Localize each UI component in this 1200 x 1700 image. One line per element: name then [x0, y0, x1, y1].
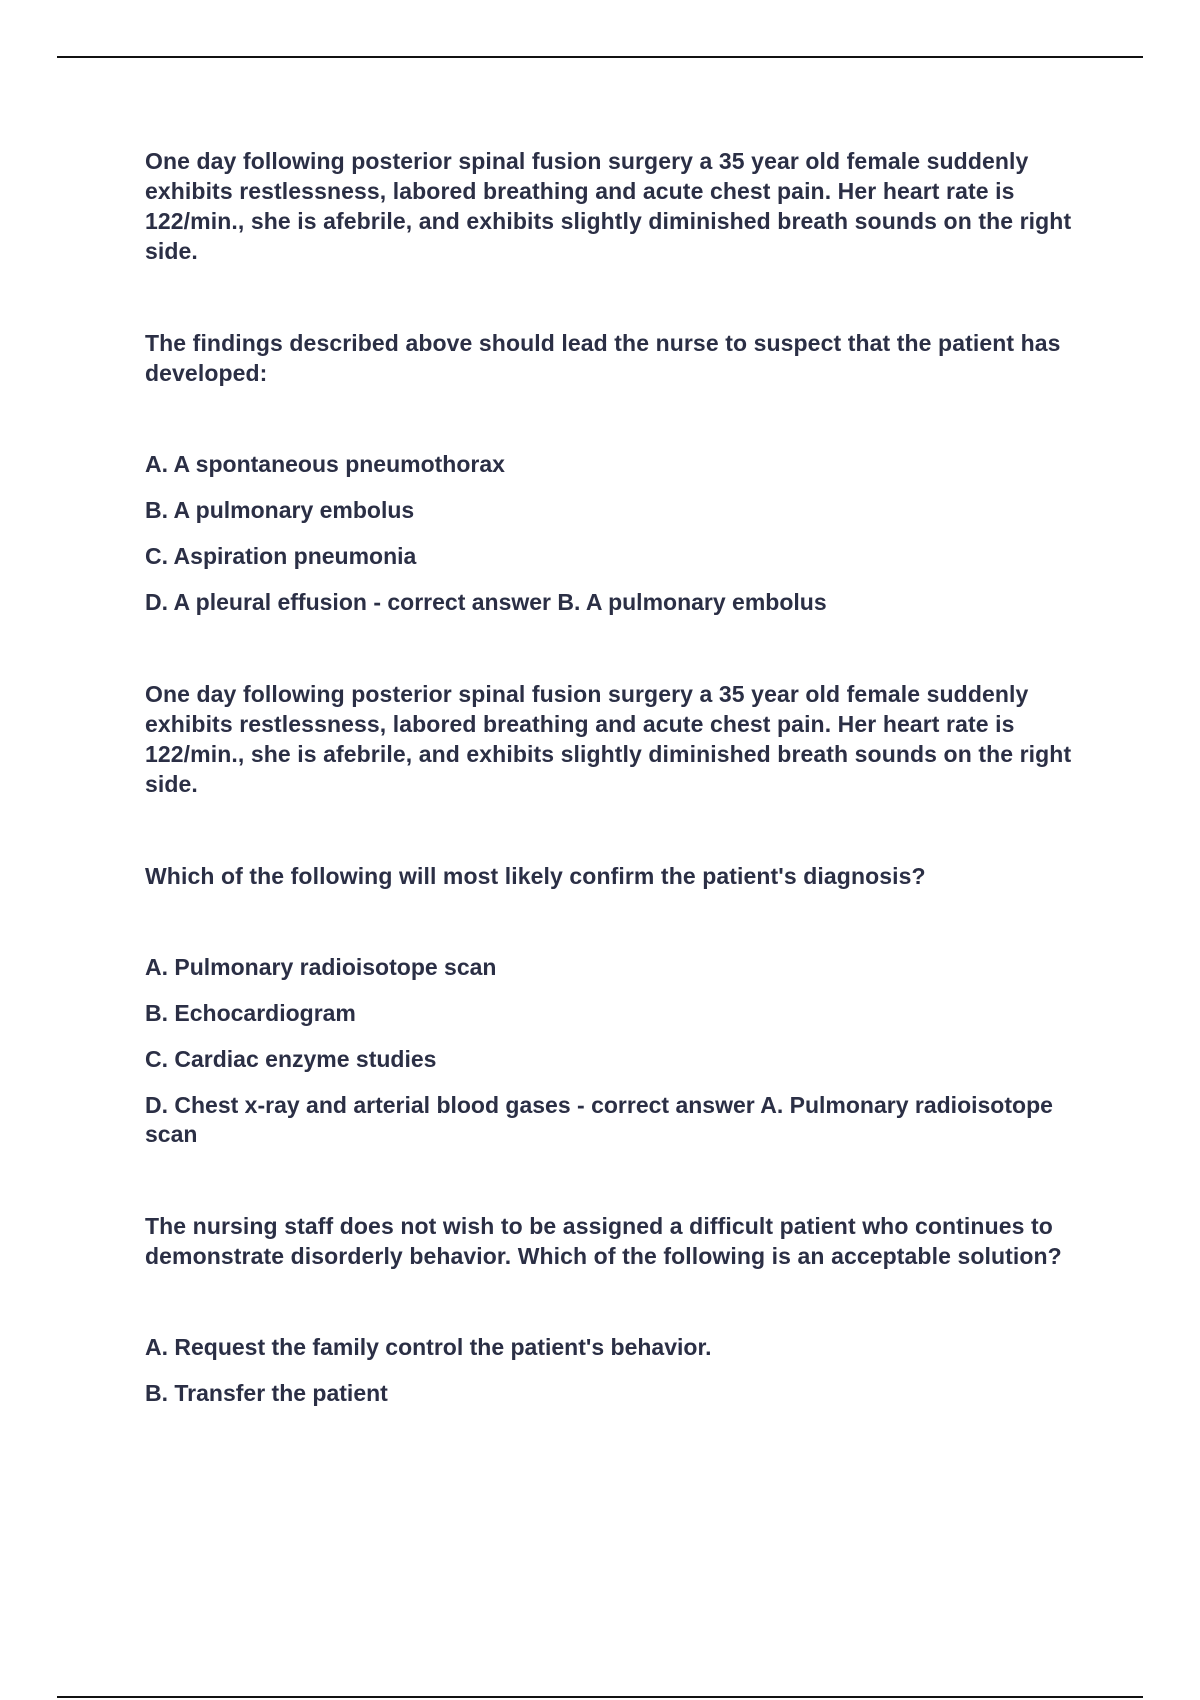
- question-1-options: [145, 450, 1075, 617]
- footer-rule: [57, 1696, 1143, 1698]
- question-1-option-b: B. A pulmonary embolus: [145, 497, 415, 523]
- question-2-option-a: A. Pulmonary radioisotope scan: [145, 954, 497, 980]
- question-1-option-a: A. A spontaneous pneumothorax: [145, 451, 505, 477]
- document-body: [145, 146, 1075, 1408]
- question-3-stem: The nursing staff does not wish to be assigned a difficult patient who continues to demonstrate disorderly behavior. Which of the following is an acceptable solution?: [145, 1213, 1062, 1269]
- question-1-stem: One day following posterior spinal fusion surgery a 35 year old female suddenly exhibits restlessness, labored breathing and acute chest pain. Her heart rate is 122/min., she is afebrile, and exhibits slightly diminished breath sounds on the right side.: [145, 148, 1072, 264]
- question-2-prompt: Which of the following will most likely confirm the patient's diagnosis?: [145, 863, 926, 889]
- question-3-options: [145, 1333, 1075, 1408]
- question-2-stem: One day following posterior spinal fusion surgery a 35 year old female suddenly exhibits restlessness, labored breathing and acute chest pain. Her heart rate is 122/min., she is afebrile, and exhibits slightly diminished breath sounds on the right side.: [145, 681, 1072, 797]
- question-2-option-b: B. Echocardiogram: [145, 1000, 356, 1026]
- header-rule: [57, 56, 1143, 58]
- question-2-options: [145, 953, 1075, 1149]
- question-2-option-d: D. Chest x-ray and arterial blood gases - correct answer A. Pulmonary radioisotope scan: [145, 1092, 1053, 1147]
- question-1-option-d: D. A pleural effusion - correct answer B. A pulmonary embolus: [145, 589, 827, 615]
- question-3-option-b: B. Transfer the patient: [145, 1380, 388, 1406]
- question-1-prompt: The findings described above should lead the nurse to suspect that the patient has developed:: [145, 330, 1061, 386]
- question-2-option-c: C. Cardiac enzyme studies: [145, 1046, 437, 1072]
- question-3-option-a: A. Request the family control the patient's behavior.: [145, 1334, 712, 1360]
- question-1-option-c: C. Aspiration pneumonia: [145, 543, 417, 569]
